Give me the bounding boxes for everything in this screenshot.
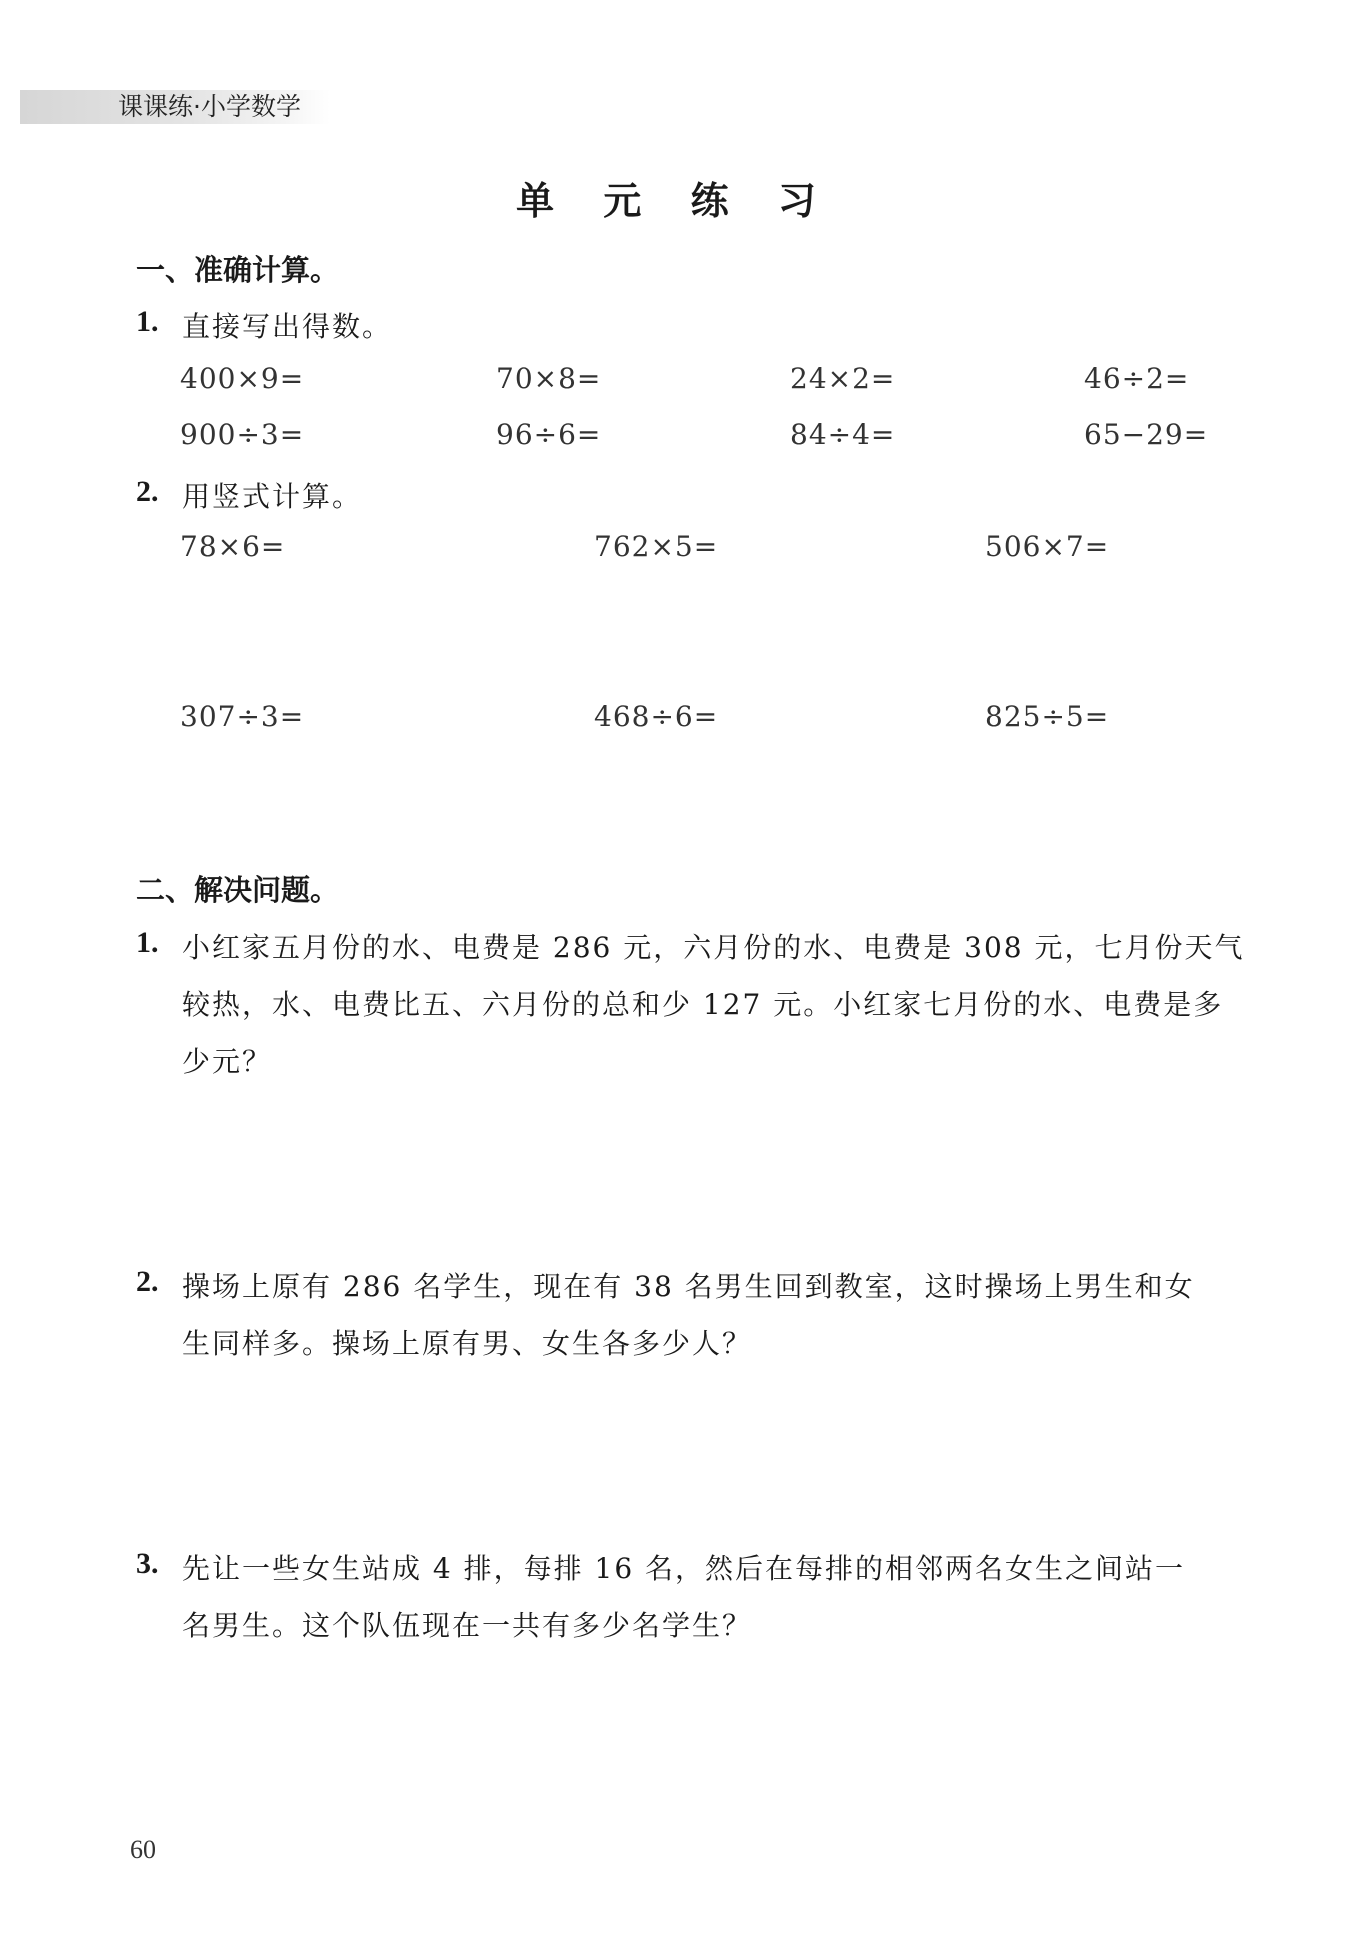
question-number: 1. bbox=[136, 305, 159, 338]
mental-math-expression: 70×8= bbox=[496, 362, 602, 395]
problem-text-line: 名男生。这个队伍现在一共有多少名学生？ bbox=[182, 1609, 753, 1642]
vertical-calc-expression: 307÷3= bbox=[180, 700, 305, 733]
question-number: 2. bbox=[136, 475, 159, 508]
vertical-calc-expression: 825÷5= bbox=[985, 700, 1110, 733]
section-heading-calculation: 一、准确计算。 bbox=[136, 253, 340, 287]
problem-text-line: 少元？ bbox=[182, 1045, 273, 1078]
vertical-calc-expression: 78×6= bbox=[180, 530, 286, 563]
mental-math-expression: 900÷3= bbox=[180, 418, 305, 451]
question-text: 直接写出得数。 bbox=[182, 310, 393, 343]
mental-math-expression: 46÷2= bbox=[1084, 362, 1190, 395]
problem-number: 2. bbox=[136, 1265, 159, 1298]
problem-text-line: 小红家五月份的水、电费是 286 元，六月份的水、电费是 308 元，七月份天气 bbox=[182, 931, 1245, 964]
problem-number: 3. bbox=[136, 1547, 159, 1580]
section-heading-problem-solving: 二、解决问题。 bbox=[136, 873, 340, 907]
problem-number: 1. bbox=[136, 926, 159, 959]
vertical-calc-expression: 762×5= bbox=[594, 530, 719, 563]
mental-math-expression: 400×9= bbox=[180, 362, 305, 395]
problem-text-line: 生同样多。操场上原有男、女生各多少人？ bbox=[182, 1327, 753, 1360]
vertical-calc-expression: 468÷6= bbox=[594, 700, 719, 733]
page-number: 60 bbox=[130, 1835, 156, 1864]
series-title: 课课练·小学数学 bbox=[118, 92, 301, 121]
problem-text-line: 操场上原有 286 名学生，现在有 38 名男生回到教室，这时操场上男生和女 bbox=[182, 1270, 1195, 1303]
question-text: 用竖式计算。 bbox=[182, 480, 363, 513]
problem-text-line: 较热，水、电费比五、六月份的总和少 127 元。小红家七月份的水、电费是多 bbox=[182, 988, 1224, 1021]
page-title: 单 元 练 习 bbox=[516, 179, 834, 223]
problem-text-line: 先让一些女生站成 4 排，每排 16 名，然后在每排的相邻两名女生之间站一 bbox=[182, 1552, 1186, 1585]
mental-math-expression: 96÷6= bbox=[496, 418, 602, 451]
vertical-calc-expression: 506×7= bbox=[985, 530, 1110, 563]
mental-math-expression: 24×2= bbox=[790, 362, 896, 395]
mental-math-expression: 84÷4= bbox=[790, 418, 896, 451]
mental-math-expression: 65−29= bbox=[1084, 418, 1209, 451]
